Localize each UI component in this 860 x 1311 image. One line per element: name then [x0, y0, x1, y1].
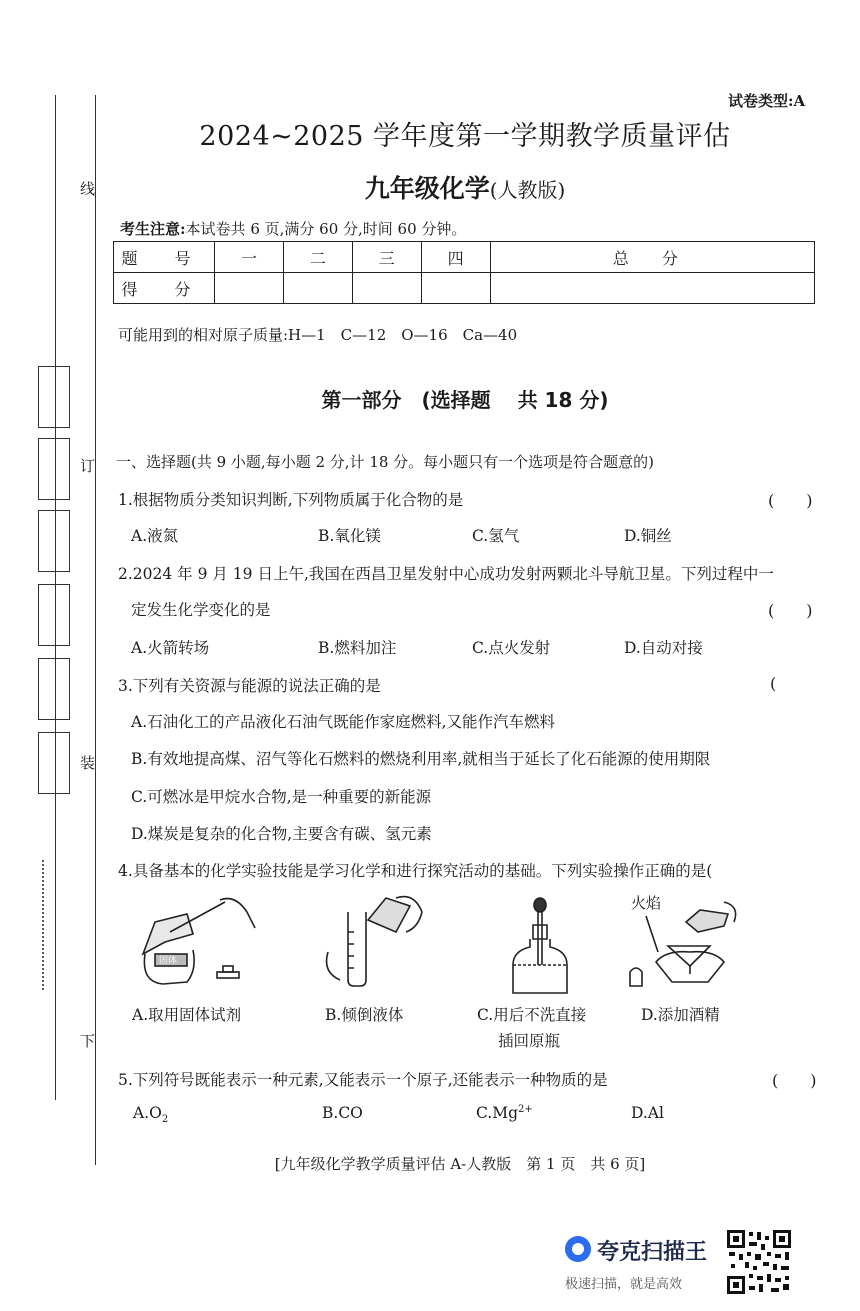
- qr-code-icon: [725, 1228, 793, 1296]
- q5-option-a: [133, 1104, 168, 1125]
- score-col-1: 一: [215, 242, 284, 273]
- score-row-label: 得 分: [114, 273, 215, 304]
- question-2-line2: 定发生化学变化的是: [131, 601, 271, 619]
- notice-label: 考生注意:: [120, 220, 186, 238]
- margin-label-xia: 下: [80, 1032, 96, 1050]
- q3-option-a: A.石油化工的产品液化石油气既能作家庭燃料,又能作汽车燃料: [131, 713, 556, 731]
- q5-option-a-sub: 2: [161, 1114, 169, 1126]
- q3-option-b: B.有效地提高煤、沼气等化石燃料的燃烧利用率,就相当于延长了化石能源的使用期限: [131, 750, 711, 768]
- exam-notice: [120, 218, 466, 239]
- subject-title: 九年级化学: [364, 174, 490, 203]
- q5-option-b: B.CO: [322, 1104, 363, 1122]
- answer-bracket-3[interactable]: (: [770, 674, 777, 693]
- page-title: 2024~2025 学年度第一学期教学质量评估: [199, 121, 731, 152]
- score-col-3: 三: [352, 242, 421, 273]
- notice-text: 本试卷共 6 页,满分 60 分,时间 60 分钟。: [185, 220, 467, 238]
- score-col-label: 题 号: [114, 242, 215, 273]
- q2-option-d: D.自动对接: [624, 639, 703, 657]
- q1-option-c: C.氢气: [472, 527, 520, 545]
- q4-illustration-a: [125, 892, 260, 997]
- section-one-heading: 一、选择题(共 9 小题,每小题 2 分,计 18 分。每小题只有一个选项是符合题意的): [116, 453, 655, 471]
- q2-option-b: B.燃料加注: [318, 639, 397, 657]
- q2-option-c: C.点火发射: [472, 639, 551, 657]
- q4-option-c-line2: 插回原瓶: [498, 1032, 561, 1050]
- question-4: [118, 859, 712, 881]
- q5-option-c-text: C.Mg: [476, 1104, 519, 1123]
- question-5: 5.下列符号既能表示一种元素,又能表示一个原子,还能表示一种物质的是: [118, 1071, 608, 1089]
- page-footer: [九年级化学教学质量评估 A-人教版 第 1 页 共 6 页]: [274, 1155, 646, 1173]
- q1-option-d: D.铜丝: [624, 527, 672, 545]
- info-box-5: [38, 658, 70, 720]
- binding-line-right: [95, 95, 96, 1165]
- part-one-heading: 第一部分 (选择题 共 18 分): [321, 388, 609, 412]
- question-1: 1.根据物质分类知识判断,下列物质属于化合物的是: [118, 491, 464, 509]
- q4-illustration-b: [318, 892, 428, 997]
- question-2: 2.2024 年 9 月 19 日上午,我国在西昌卫星发射中心成功发射两颗北斗导航卫星。下列过程中一: [118, 565, 774, 583]
- q4-option-d: D.添加酒精: [641, 1006, 720, 1024]
- flame-label: 火焰: [631, 894, 662, 912]
- q3-option-c: C.可燃冰是甲烷水合物,是一种重要的新能源: [131, 788, 432, 806]
- score-cell-total[interactable]: [490, 273, 814, 304]
- q4-option-c: C.用后不洗直接: [477, 1006, 587, 1024]
- q1-option-a: A.液氮: [131, 527, 179, 545]
- answer-bracket-2[interactable]: ( ): [768, 601, 813, 620]
- q5-option-d: D.Al: [631, 1104, 664, 1122]
- score-col-2: 二: [283, 242, 352, 273]
- q2-option-a: A.火箭转场: [131, 639, 210, 657]
- score-cell-2[interactable]: [283, 273, 352, 304]
- q1-option-b: B.氧化镁: [318, 527, 381, 545]
- score-cell-1[interactable]: [215, 273, 284, 304]
- answer-bracket-5[interactable]: ( ): [772, 1071, 817, 1090]
- q4-option-b: B.倾倒液体: [325, 1006, 404, 1024]
- scanner-watermark: [565, 1228, 800, 1296]
- score-col-4: 四: [421, 242, 490, 273]
- score-table-score-row: [114, 273, 815, 304]
- info-box-3: [38, 510, 70, 572]
- q3-option-d: D.煤炭是复杂的化合物,主要含有碳、氢元素: [131, 825, 432, 843]
- question-4-text: 4.具备基本的化学实验技能是学习化学和进行探究活动的基础。下列实验操作正确的是: [118, 862, 707, 880]
- q5-option-c-sup: 2+: [518, 1104, 533, 1115]
- rotated-marks: [42, 860, 52, 990]
- score-cell-4[interactable]: [421, 273, 490, 304]
- q4-option-a: A.取用固体试剂: [132, 1006, 242, 1024]
- scanner-brand: 夸克扫描王: [597, 1240, 708, 1265]
- bottle-label: 固体: [159, 956, 178, 966]
- answer-bracket-1[interactable]: ( ): [768, 491, 813, 510]
- edition-label: (人教版): [489, 178, 566, 202]
- info-box-6: [38, 732, 70, 794]
- quark-logo-icon: [565, 1236, 591, 1262]
- q4-illustration-c: [505, 895, 575, 1000]
- score-cell-3[interactable]: [352, 273, 421, 304]
- q4-illustration-d: [628, 892, 743, 997]
- info-box-2: [38, 438, 70, 500]
- q5-option-c: [476, 1104, 533, 1122]
- margin-label-zhuang: 装: [80, 754, 96, 772]
- page-subtitle: [0, 169, 860, 205]
- paper-type: 试卷类型:A: [728, 92, 806, 110]
- question-3: 3.下列有关资源与能源的说法正确的是: [118, 677, 381, 695]
- score-col-total: 总 分: [490, 242, 814, 273]
- score-table-header-row: [114, 242, 815, 273]
- q5-option-a-text: A.O: [133, 1104, 162, 1122]
- answer-bracket-4[interactable]: (: [706, 862, 713, 880]
- scanner-slogan: 极速扫描，就是高效: [565, 1277, 683, 1292]
- score-table: [113, 241, 815, 304]
- info-box-4: [38, 584, 70, 646]
- margin-label-xian: 线: [80, 180, 96, 198]
- margin-label-ding: 订: [80, 457, 96, 475]
- atomic-mass-info: 可能用到的相对原子质量:H—1 C—12 O—16 Ca—40: [118, 326, 518, 344]
